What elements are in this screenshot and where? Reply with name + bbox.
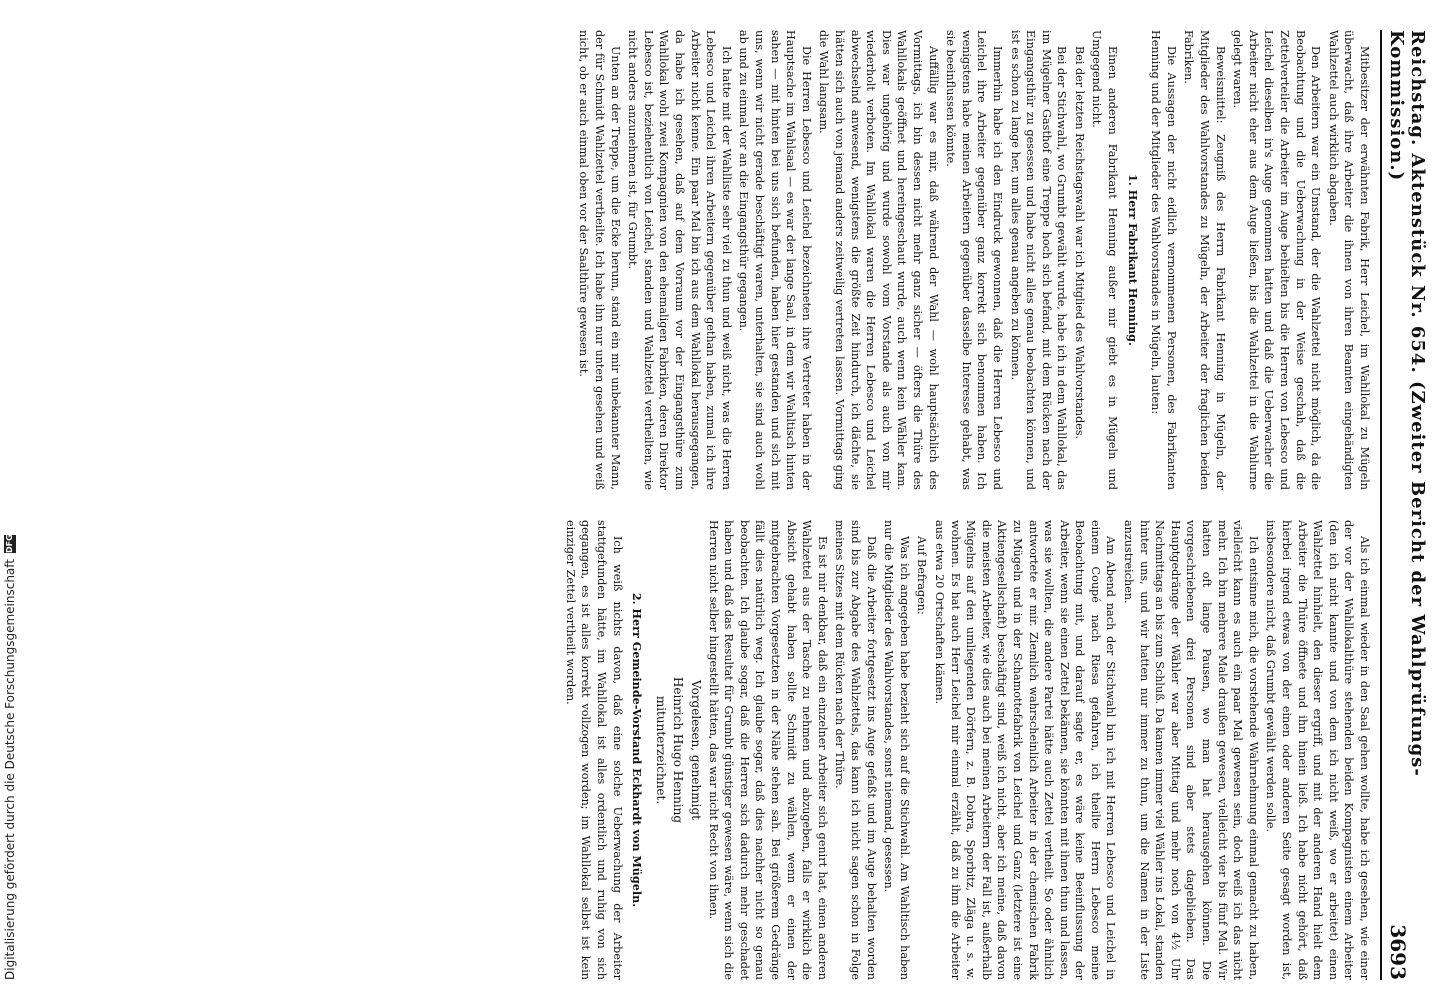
paragraph: Immerhin habe ich den Eindruck gewonnen, daß die Herren Lebesco und Leichel ihre Arbeiter gegenüber ganz korrekt sich benommen haben. Ich wenigstens habe meinen Arbeitern gegenüber dasselbe Interesse gehabt, was sie beeinflussen könnte. xyxy=(944,30,1004,490)
paragraph: 2. Herr Gemeinde-Vorstand Eckhardt von Mügeln. xyxy=(630,592,645,908)
rotated-page-content xyxy=(92,0,1432,1000)
paragraph: Bei der Stichwahl, wo Grumbt gewählt wurde, habe ich in dem Wahllokal, das im Mügelner Gasthof eine Treppe hoch sich befand, mit dem Rücken nach der Eingangsthür zu gesessen und habe nicht alles genau beobachten können, und ist es schon zu lange her, um alles genau angeben zu können. xyxy=(1008,30,1069,490)
paragraph: Es ist mir denkbar, daß ein einzelner Arbeiter sich genirt hat, einen anderen Wahlzettel aus der Tasche zu nehmen und abzugeben, falls er wirklich die Absicht gehabt haben sollte Schmidt zu wählen, wenn er einen der mitgebrachten Vorgesetzten in der Nähe stehen sah. Bei größerem Gedränge fällt dies natürlich weg. Ich glaube sogar, daß dies nachher nicht so genau beobachten. Ich glaube sogar, daß die Herren sich dadurch mehr geschadet haben und daß das Resultat für Grumbt günstiger gewesen wäre, wenn sich die Herren nicht selber hingestellt hätten, das war nicht Recht von ihnen. xyxy=(706,520,829,980)
left-text-column xyxy=(112,30,1372,490)
paragraph: Ich hatte mit der Wahlliste sehr viel zu thun und weiß nicht, was die Herren Lebesco und Leichel ihren Arbeitern gegenüber gethan haben, zumal ich ihre Arbeiter nicht kenne. Ein paar Mal bin ich aus dem Wahllokal herausgegangen, da habe ich gesehen, daß auf dem Vorraum vor der Eingangsthüre zum Wahllokal wohl zwei Kompagnien von den ehemaligen Fabriken, deren Direktor Lebesco ist, beziehentlich von Leichel, standen und Wahlzettel vertheilten, wie nicht anders anzunehmen ist, für Grumbt. xyxy=(626,30,733,490)
dfg-logo: DFG xyxy=(5,534,14,553)
paragraph: Den Arbeitern war ein Umstand, der die Wahlzettel nicht möglich, da die Beobachtung und die Ueberwachung in der Weise geschah, daß die Zettelverteiler die Arbeiter im Auge behielten bis die Herren von Lebesco und Leichel dieselben in's Auge genommen hatten und daß die Ueberwacher die Arbeiter nicht eher aus dem Auge ließen, bis die Wahlzettel in die Wahlurne gelegt waren. xyxy=(1231,30,1323,490)
paragraph: Bei der letzten Reichstagswahl war ich Mitglied des Wahlvorstandes. xyxy=(1072,46,1086,440)
digitization-credit xyxy=(0,20,20,980)
paragraph: mitunterzeichnet. xyxy=(653,695,668,805)
paragraph: Beweismittel: Zeugniß des Herrn Fabrikant Henning in Mügeln, der Mitglieder des Wahlvorstandes zu Mügeln, der Arbeiter der fraglichen beiden Fabriken. xyxy=(1182,30,1227,490)
paragraph: Unten an der Treppe, um die Ecke herum, stand ein mir unbekannter Mann, der für Schmidt Wahlzettel vertheilte. Ich habe ihn nur unten gesehen und weiß nicht, ob er auch einmal oben vor der Saalthüre gewesen ist. xyxy=(577,30,622,490)
paragraph: Mitbesitzer der erwähnten Fabrik, Herr Leichel, im Wahllokal zu Mügeln überwacht, daß ihre Arbeiter die ihnen von ihren Beamten eingehändigten Wahlzettel auch wirklich abgaben. xyxy=(1326,30,1371,490)
paragraph: Auf Befragen: xyxy=(915,536,929,615)
paragraph: Daß die Arbeiter fortgesetzt ins Auge gefaßt und im Auge behalten worden sind bis zur Abgabe des Wahlzettels, das kann ich nicht sagen schon in Folge meines Sitzes mit dem Rücken nach der Thüre. xyxy=(833,520,878,980)
paragraph: Am Abend nach der Stichwahl bin ich mit Herren Lebesco und Leichel in einem Coupé nach Riesa gefahren, ich theilte Herrn Lebesco meine Beobachtung mit, und darauf sagte er, es wäre keine Beeinflussung der Arbeiter, wenn sie einen Zettel bekämen, sie könnten mit ihnen thun und lassen, was sie wollten, die andere Partei hätte auch Zettel vertheilt. So oder ähnlich antwortete er mir. Ziemlich wahrscheinlich Arbeiter in der chemischen Fabrik zu Mügeln und in der Schamottefabrik von Leichel und Ganz (letztere ist eine Aktiengesellschaft) beschäftigt sind, weiß ich nicht, aber ich meine, daß davon die meisten Arbeiter, wie dies auch bei meinen Arbeitern der Fall ist, außerhalb Mügelns auf den umliegenden Dörfern, z. B. Dobra, Sporbitz, Zläga u. s. w. wohnen. Es hat auch Herr Leichel mir einmal erzählt, daß zu ihm die Arbeiter aus etwa 20 Ortschaften kämen. xyxy=(932,520,1118,980)
paragraph: Die Aussagen der nicht eidlich vernommenen Personen, des Fabrikanten Henning und der Mitglieder des Wahlvorstandes in Mügeln, lauten: xyxy=(1149,30,1178,490)
right-text-column xyxy=(112,520,1372,980)
digitization-credit-text: Digitalisierung gefördert durch die Deutsche Forschungsgemeinschaft xyxy=(3,558,17,980)
paragraph: Heinrich Hugo Henning xyxy=(671,676,686,824)
paragraph: Ich entsinne mich, die vorstehende Wahrnehmung einmal gemacht zu haben, vielleicht kann es auch ein paar Mal gewesen sein, doch weiß ich das nicht mehr. Ich bin mehrere Male draußen gewesen, vielleicht vier bis fünf Mal. Wir hatten oft lange Pausen, wo man hat herausgehen können. Die vorgeschriebenen drei Personen sind aber stets dageblieben. Das Hauptgedränge der Wähler war aber Mittag und mehr noch von 4½ Uhr Nachmittags an bis zum Schluß. Da kamen immer viel Wähler ins Lokal, standen hinter uns, und wir hatten nur immer zu thun, um die Namen in der Liste anzustreichen. xyxy=(1122,520,1260,980)
paragraph: Ich weiß nichts davon, daß eine solche Ueberwachung der Arbeiter stattgefunden hätte, im Wahllokal ist alles ordentlich und ruhig von sich gegangen, es ist alles korrekt vollzogen worden; im Wahllokal selbst ist kein einziger Zettel vertheilt worden. xyxy=(563,520,624,980)
paragraph: Vorgelesen, genehmigt xyxy=(689,680,704,820)
page-header xyxy=(1380,30,1426,980)
paragraph: Auffällig war es mir, daß während der Wahl — wohl hauptsächlich des Vormittags, ich bin dessen nicht mehr ganz sicher — öfters die Thüre des Wahllokals geöffnet und hereingeschaut wurde, auch wenn kein Wähler kam. Dies war ungehörig und wurde sowohl vom Vorstande als auch von mir wiederholt verboten. Im Wahllokal waren die Herren Lebesco und Leichel abwechselnd anwesend, wenigstens die größte Zeit hindurch, ich dächte, sie hätten sich auch von jemand anders zeitweilig vertreten lassen. Vormittags ging die Wahl langsam. xyxy=(817,30,940,490)
paragraph: Die Herren Lebesco und Leichel bezeichneten ihre Vertreter haben in der Hauptsache im Wahlsaal — es war der lange Saal, in dem wir Wahltisch hinten sahen — mit hinten bei uns sich befunden, haben hier gestanden und sich mit uns, wenn wir nicht gerade beschäftigt waren, unterhalten, sie sind auch wohl ab und zu einmal vor an die Eingangsthür gegangen. xyxy=(737,30,813,490)
paragraph: Einen anderen Fabrikant Henning außer mir giebt es in Mügeln und Umgegend nicht. xyxy=(1090,30,1120,490)
running-title: Reichstag. Aktenstück Nr. 654. (Zweiter Bericht der Wahlprüfungs-Kommission.) xyxy=(1386,30,1428,777)
paragraph: Was ich angegeben habe bezieht sich auf die Stichwahl. Am Wahltisch haben nur die Mitglieder des Wahlvorstandes, sonst niemand, gesessen. xyxy=(882,520,911,980)
page-number: 3693 xyxy=(1386,924,1410,980)
paragraph: Als ich einmal wieder in den Saal gehen wollte, habe ich gesehen, wie einer der vor der Wahllokalthüre stehenden beiden Kompagnisten einem Arbeiter (den ich nicht kannte und von dem ich nicht weiß, wo er arbeitet) einen Wahlzettel hinhielt, den dieser ergriff, und mit der anderen Hand hielt dem Arbeiter die Thüre öffnete und ihn hinein ließ. Ich habe nicht gehört, daß hierbei irgend etwas von der einen oder anderen Seite gesagt worden ist, insbesondere nicht, daß Grumbt gewählt werden solle. xyxy=(1264,520,1371,980)
paragraph: 1. Herr Fabrikant Henning. xyxy=(1125,174,1140,346)
